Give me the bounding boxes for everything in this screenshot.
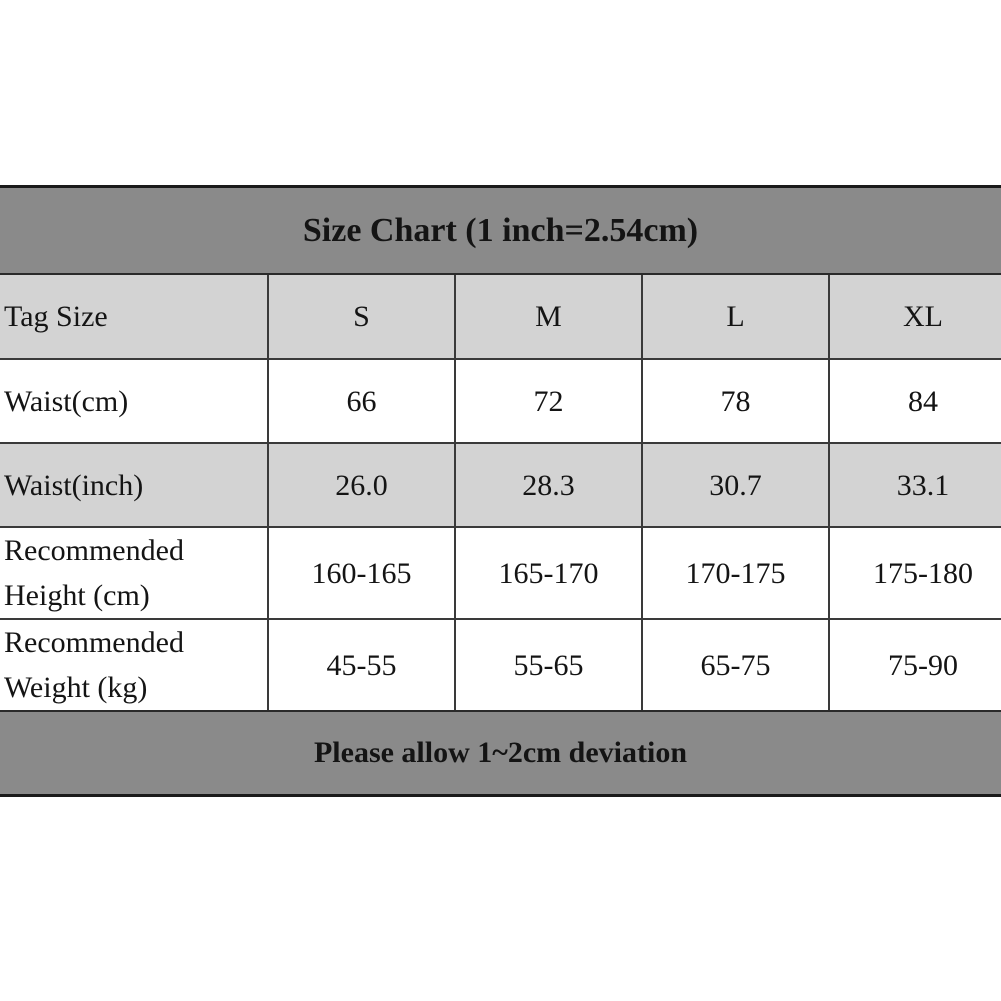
chart-title: Size Chart (1 inch=2.54cm): [0, 188, 1001, 275]
table-cell: 75-90: [829, 619, 1001, 710]
table-cell: 33.1: [829, 443, 1001, 527]
row-label: Tag Size: [0, 275, 268, 359]
table-row-height: [0, 527, 1001, 619]
table-cell: 72: [455, 359, 642, 443]
table-cell: 165-170: [455, 527, 642, 619]
table-cell: 84: [829, 359, 1001, 443]
table-cell: 175-180: [829, 527, 1001, 619]
table-row-tag-size: [0, 275, 1001, 359]
table-cell: 45-55: [268, 619, 455, 710]
table-cell: 160-165: [268, 527, 455, 619]
size-header-cell: L: [642, 275, 829, 359]
row-label: [0, 527, 268, 619]
size-header-cell: XL: [829, 275, 1001, 359]
size-table: [0, 275, 1001, 710]
table-cell: 30.7: [642, 443, 829, 527]
deviation-note: Please allow 1~2cm deviation: [0, 710, 1001, 794]
row-label-line: Weight (kg): [4, 671, 148, 704]
size-header-cell: M: [455, 275, 642, 359]
row-label: Waist(cm): [0, 359, 268, 443]
row-label-line: Recommended: [4, 626, 184, 659]
row-label-line: Recommended: [4, 534, 184, 567]
table-cell: 66: [268, 359, 455, 443]
table-cell: 26.0: [268, 443, 455, 527]
row-label: [0, 619, 268, 710]
row-label-line: Height (cm): [4, 579, 150, 612]
row-label: Waist(inch): [0, 443, 268, 527]
table-cell: 28.3: [455, 443, 642, 527]
table-cell: 55-65: [455, 619, 642, 710]
table-row-waist-inch: [0, 443, 1001, 527]
table-row-waist-cm: [0, 359, 1001, 443]
table-cell: 78: [642, 359, 829, 443]
table-cell: 170-175: [642, 527, 829, 619]
size-header-cell: S: [268, 275, 455, 359]
size-chart: [0, 185, 1001, 797]
table-row-weight: [0, 619, 1001, 710]
table-cell: 65-75: [642, 619, 829, 710]
